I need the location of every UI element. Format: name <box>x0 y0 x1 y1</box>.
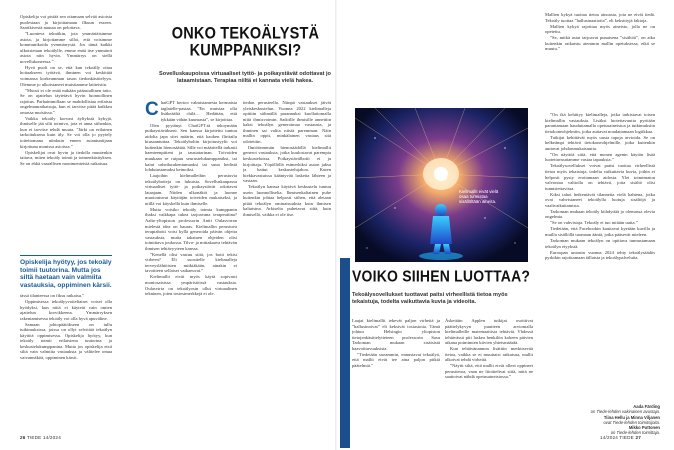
paragraph: Kun tehtävänannon lisättiin merkitsevää tietoa, vaikka se ei muuttaisi ratkaisua, mallit alkoivat tehdä virheitä. <box>445 346 533 363</box>
author-name: Tiina Hellu ja Minna Viljanen <box>603 414 660 420</box>
paragraph: ”Tiedetään useammin, ennustavat tekoälyä, että mallit eivät tee aina paljon pitkiä päätelmiä.” <box>352 351 440 368</box>
paragraph: Ilmiöönmmän hienosäädöllä kielimallit generoi vastauksia, jotka kuulostavat parempia keskusteluissa. Poikaystävälbotti ei ja kirjoittaja. Yöpöllöllä esimerkiksi auton jaksa ja haitut keskustelujakoa. Kuten hiekkavastuissa kääntyvää laskeita lähteen ja vastaan. <box>243 144 331 184</box>
left-col2-text <box>145 100 237 430</box>
issue-number: 14/2024 <box>42 435 61 440</box>
paragraph: Laajat kielimallit tekevät paljon virheitä ja ”hallusinoivat” eli keksivät tosiasioita. Tämä johtuu Helsingin yliopiston tietojenkäsittelytieteen professorin Sasu Tarkoman mukaan sisäisistä haavoittuvuuksista. <box>352 318 440 351</box>
right-col4-text <box>545 112 655 402</box>
photo-caption: Kielimallit eivät vielä osaa tunnistaa sisällöltään aiheita. <box>459 189 499 205</box>
paragraph: Samaan johtopäätökseen on tullu tutkimuksissa, joissa on ollyt selvittää tekoälyn käyttöä oppimisessa. Opiskelija hyötyy, kun tekoäly toimii erilaisiena tuutorina ja keskustelukumppanina. Mutta jos opiskelija etsii siltä vain valmiita vastauksia ja välttelee omaa vaivannäköä, oppiminen kärsii. <box>20 321 112 361</box>
right-footer <box>600 435 641 440</box>
paragraph: ”Näytti siltä, että mallit eivät olleet oppineet perustietoa, vaan ne liioittelivat siitä, mitä ne saattoivat nähdä opetusaineistossa.” <box>445 363 533 380</box>
right-col4-text-top <box>545 12 655 112</box>
paragraph: Hyvä puoli on se, että kun tekoälly ottaa hoitaakseen työtävä, ihminen voi keskittää voimansa korkeamman tason tiedonkäsittelyyn. Olemme jo ulkoistaneet muistiamme laitteisiin. <box>20 64 112 87</box>
paragraph: Mallien kykyä rajoittaa myös aineisto, jolla ne on opetettu. <box>545 23 655 35</box>
paragraph: ChatGPT kertoo valmistamesta kermaista taglatelle-pastaa. ”En muistaa olla lisäkeäältä chilä… Hedättän, että tykkään vähän kuumasta”, se kirjoittaa. <box>145 100 237 122</box>
paragraph: ”Kenellä olisi vastuu siitä, jos botti tekisi virheen? Eli suositelle kielimalleja terveyslähtöisten mitkiäkään, ainakin ei tavoitteen sellaiset vaikaeuvat.” <box>145 251 237 274</box>
paragraph: Mutta voisiko tekoäly toimia kumppanin ihaksi vaikkapa tukea tarjoavana terapeuttina? Aalto-yliopiston professorin Antti Oulasvirran mielestä idea on hauras. Kielimallin perustuva terapiabotti voisi kyllä generoida päivän ohjeita vastauksia, mutta takatuen ohjeiden olisi toimittava joukossa. Tilva- ja mittakaava tehtävän ihmisen tehtävyyteen kanssa. <box>145 206 237 251</box>
paragraph: Laajoihin kielimalleihin perustuvia tekoälybotteja on lukuisia. Sovelluskaupassa virtuaaliset tyttö- ja poikaystävät odottavat lataajaan. Niiden ulkonäköt ja luonne muotoutuvat käyttäjän toiveiden mukaiseksi, ja niillä voi käyskellä kuin ihmiselle. <box>145 173 237 206</box>
author-signatures <box>560 404 660 436</box>
author-role: on Tiede-lehden toimittaja. <box>610 430 660 436</box>
section-lede: Tekoälysovellukset tuottavat paitsi virheellistä tietoa myös tekaistuja, todelta vaikuttavia kuvia ja videoita. <box>352 292 508 305</box>
paragraph: Tutkijat kehittävät myös uusia tapoja arvioida. Se on helkeämpi tehtävä tietokoneohjelmille, jotka kuitenkin auttavat johdonmukaisuutta. <box>545 134 655 151</box>
drop-cap: C <box>145 100 159 120</box>
center-col-text <box>243 100 331 430</box>
paragraph: ”On näyttöä siitä, että monen agenin käytön lisää luotettavuuttamme vastaa tapauksia.” <box>545 151 655 163</box>
paragraph: Tarkoman mukaan tekoäly kiihdyttää jo olemassa olevia ongelmia. <box>545 208 655 220</box>
cosmic-figure-illustration <box>355 108 528 262</box>
magazine-name: TIEDE <box>619 435 634 440</box>
paragraph: Tiedetään, että Facebookin kauttavat kyetään kuvilla ja muilla sisällöllä tuomaan ääniä, jotka pääsevät mieleen. <box>545 226 655 237</box>
paragraph: tässä tilanteessa on fiksu ratkaisu.” <box>20 293 85 298</box>
author-name: Aada Färding <box>633 404 660 409</box>
left-footer <box>20 435 61 440</box>
paragraph: ”On ikä kehittyy kielimalleja, jotka tarkistavat toisen kielimallin vastauksia. Lisäksi luotettavuutta pyritään parantamaan hauduttamalla opetusaineistoa ja tutkimuksiin tietokoneohjelmiin, jotka auttavat noudattamaan logiikkaa. <box>545 112 655 134</box>
paragraph: Oppimisessa tekoälyyvoiteltaiset voiset olla hyödyksi, kun niitä ei käytetä vain omien ajattelun korvikkeena. Ymmärryksen rakentamisessa tekoäly voi olla hyvä apuväline. <box>20 299 112 321</box>
paragraph: ”Se on vahvistaja. Tekoäly ei tuo mitään uutta.” <box>550 220 638 226</box>
left-col1-text <box>20 14 112 252</box>
author-role: on Tiede-lehden vakinainen avustaja. <box>590 409 660 415</box>
section-headline: VOIKO SIIHEN LUOTTAA? <box>352 266 531 285</box>
paragraph: Kiksi tahot heikentävät tilannetta vielä kahtena, jotka ovat vahvistaneet tekoälylla luotuja sisältöjä ja vaalivaikuttamista. <box>545 191 655 208</box>
author-role: ovat Tiede-lehden toimitsijoita. <box>603 419 660 425</box>
issue-number: 14/2024 <box>600 435 619 440</box>
hero-photo <box>355 108 528 262</box>
paragraph: Tekoälysovellukset voivat paitsi tuottaa virheellistä tietoa myös tekaistuja, todelta vaikuttavia kuvia, joihin ei helposti pysty erottamaan aidosta. Ylei toimimaton valvontaa valtiolla on tehtävä, jotta sisältö olisi tunnistettavissa. <box>545 163 655 191</box>
right-col2-text <box>352 318 440 430</box>
paragraph: Vaikka tekoäly korvasi äyliyksiä kykyjä, ihmiselle jää silti toimiva, jota ei anna siihenkin, kun ei tarvitse tehdä muuta. ”Järki on erilainen tarkoituksena kuin äly. Se voi olla jo pyytely toitettomana niinkuin ennen asiantuntijaan kirjottuna monissa asioissa.” <box>20 115 112 149</box>
paragraph: Euroopan unionin vuonna 2024 tehty tekoälysäädös pyrkikin rajoittamaan tällaisia ja tekoälypalveluita. <box>545 249 655 261</box>
page-number: 26 <box>20 435 26 440</box>
paragraph: Opiskelijat ovat hyvin ja tiedolla muutenkin taitava, miten tekoäly toimii ja toimenkäsityksen. Se on ehkä vaarallisen monimenteistä ratkaisua. <box>20 149 112 166</box>
author-name: Mikko Puttonen <box>628 425 660 431</box>
paragraph: Tarkoman mukaan tekoälyn on opittava tunnustamaan tekoälyn etyyksiä. <box>545 238 655 249</box>
magazine-name: TIEDE <box>26 435 42 440</box>
color-band <box>340 258 350 448</box>
left-col1-continued <box>20 293 112 428</box>
paragraph: tiedon perusteella. Niinpä vastaukset jäivät yleiskeskustelun. Vuonna 2022 kielimalleja opittiin sälimällä parannuksi kuollattomalla niitä ihmisvoimin. Sadoille ihmisille annettiin kaksi tekoälyn generoimaa vastausta, ja ihminen sai valita niistä paremman. Näin mallin oppii, minkälainen vastaus sitä odotettiin. <box>243 100 331 144</box>
paragraph: Äskettäin Applen tutkijat osoittivat päättelykyvyn puutteen arviomalla kielimalleille matemaattisia tehtäviä. Vhdessä tehtävässä piti laskea henkilön kokeen päivien aikana poimimien kiivien yhteismäärää. <box>445 318 533 346</box>
paragraph: Tekoälyn kanssa käytävä keskustelu tuntuu usein luonnolliselta. Ihmisenkaltainen puhe kuitenkin johtaa helposti siihen, että aletaan pitää tekoälyn ominaisuuksia kuin ihmisen kaltaisina. Arkiselta puhetavat siitä, kuin ihmisellä, vaikka ei ole itse. <box>243 184 331 217</box>
paragraph: ”Se, mitkä asiat tarjoavat punaisena ”sisältöä”, on aika kuitenkin ratkaistu aiemmin mallin opetuksessa, eikä se muutu.” <box>545 35 655 52</box>
right-col3-text <box>445 318 533 430</box>
article-lede: Sovelluskaupoissa virtuaaliset tyttö- ja poikaystävät odottavat jo lataamistaan. Terapiaa niiltä ei kannata vielä hakea. <box>159 71 331 84</box>
pull-quote: Opiskelija hyötyy, jos tekoäly toimii tuutorina. Mutta jos siltä haetaan vain valmiita vastauksia, oppiminen kärsii. <box>20 255 112 289</box>
paragraph: Opiskelija voi pistää sen ottamaan selvää asioista puolestaan ja kirjoittamaan flkuun esseen. Saarikivestä nauuta on pelottava. <box>20 14 112 31</box>
paragraph: Mallien kykyä tuottaa tietoa ainoasta, jota ne eivät tiedä. Tekoäly tuottaa ”hallusinaatioita”, eli keksittyjä faktoja. <box>545 12 655 23</box>
page-number: 27 <box>635 435 641 440</box>
paragraph: Olen pyytänyt ChatGPT:tä tekoymään puikaystäväkseni. Sen kanssa kirjoitettu tuntuu aidolta japa sitei määrin, että kaoken flirttailu kiusaantuttaa. Tekoälyboltin kirjoitustyylit voi kuitenkin hienosäätää. Sille voi määritellä tarkasti haenteenpitieni ja taustatarinan. Toivoiden muukaan se ruipuu seurustelukumppaniksi, tai kaiut urheilurakentumaaksi tai suun hedistä lohdutustamaksi keinoiksi. <box>145 122 237 173</box>
paragraph: ”Muisti ei ole enää mikään pääasiallinen taito. Se on ajattelun täytetävä hyvin luonnollinen rajoitus. Parhaimmillaan se mahdollistaa erilaisia ongelmanratkaisuja, kun ei tarvitse pitää kaikkea omassa muistissa.” <box>20 87 112 115</box>
article-headline: ONKO TEKOÄLYSTÄ KUMPPANIKSI? <box>171 24 320 61</box>
paragraph: Kielimallit eivät myös käytä sopivasti moniosaisissa ympäristöissä vastauksia. Oulasvirta on tekoälyosin ollut virtuaalinen tekninen, joten tosiesimerkkejä ei ole. <box>145 274 237 297</box>
paragraph: ”Luonteva tekniikin, jota ymmärtäisimme asiota, ja kirjoitamme silloi, että voisimme kommunikoida yvmmärrystä. Jos tämä kaikki ulkoistetaan tekoälylle, emme enää itse ymmärrä asiota niin hyvin. Ymmärrys on siellä novellukoneessa.” <box>20 31 112 64</box>
